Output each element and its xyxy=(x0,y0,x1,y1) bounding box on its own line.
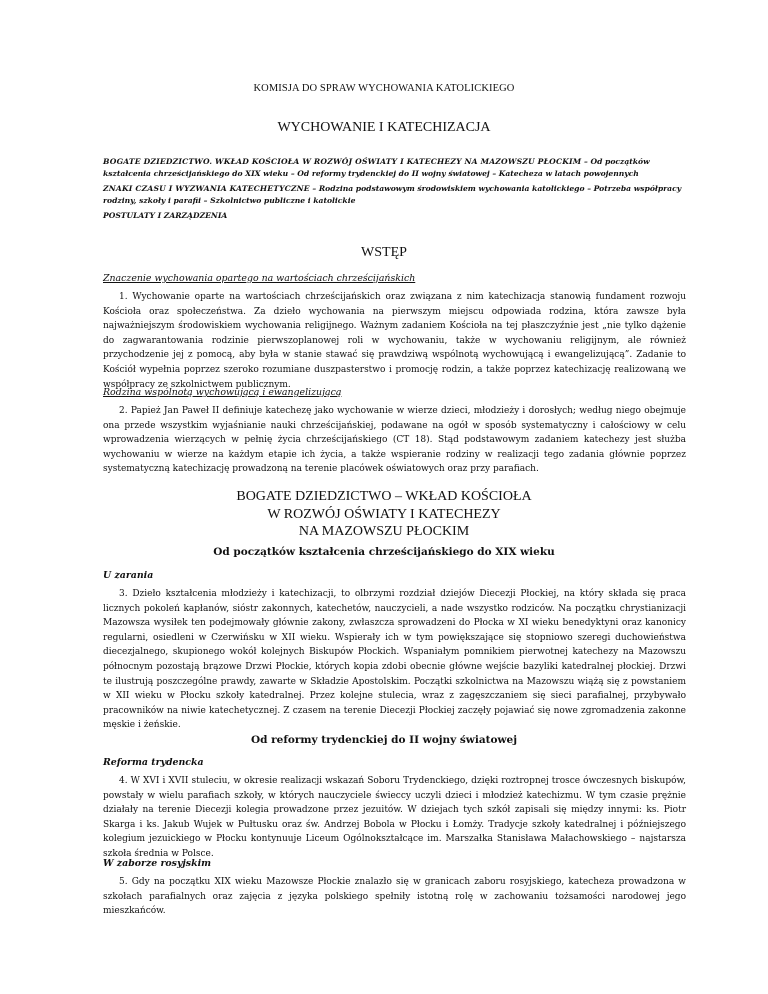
paragraph-2: 2. Papież Jan Paweł II definiuje katechezę jako wychowanie w wierze dzieci, młodzieży i dorosłych; według niego obejmuje ona przede wszystkim wyjaśnianie nauki chrześcijańskiej, podawane na ogół w sposób systematyczny i całościowy w celu wprowadzenia wierzących w pełnię życia chrześcijańskiego (CT 18). Stąd podstawowym zadaniem katechezy jest służba wychowaniu w wierze na każdym etapie ich życia, a także wspieranie rodziny w realizacji tego zadania głównie poprzez systematyczną katechizację prowadzoną na terenie placówek oświatowych oraz przy parafiach. xyxy=(103,406,686,475)
toc-line-3: POSTULATY I ZARZĄDZENIA xyxy=(103,211,228,220)
toc-line-2 xyxy=(103,183,686,207)
paragraph-5: 5. Gdy na początku XIX wieku Mazowsze Płockie znalazło się w granicach zaboru rosyjskiego, katecheza prowadzona w szkołach parafialnych oraz zajęcia z języka polskiego spełniły istotną rolę w zachowaniu tożsamości narodowej jego mieszkańców. xyxy=(103,877,686,917)
paragraph-1: 1. Wychowanie oparte na wartościach chrześcijańskich oraz związana z nim katechizacja stanowią fundament rozwoju Kościoła oraz społeczeństwa. Za dzieło wychowania na pierwszym miejscu odpowiada rodzina, która zawsze była najważniejszym środowiskiem wychowania religijnego. Ważnym zadaniem Kościoła na tej płaszczyźnie jest „nie tylko dążenie do zagwarantowania rodzinie pierwszoplanowej roli w wychowaniu, także w wychowaniu religijnym, ale również przychodzenie jej z pomocą, aby była w stanie stawać się prawdziwą wspólnotą wychowującą i ewangelizującą”. Zadanie to Kościół wypełnia poprzez szeroko rozumiane duszpasterstwo i promocję rodzin, a także poprzez katechizację realizowaną we współpracy ze szkolnictwem publicznym. xyxy=(103,292,686,390)
toc-line-1-rest: – Od początków kształcenia chrześcijańskiego do XIX wieku – Od reformy trydenckiej do II wojny światowej – Katecheza w latach powojennych xyxy=(103,157,650,178)
heritage-heading-line-2: W ROZWÓJ OŚWIATY I KATECHEZY xyxy=(267,506,501,522)
toc-line-1 xyxy=(103,156,686,180)
subheading-family: Rodzina wspólnotą wychowującą i ewangelizującą xyxy=(103,387,342,398)
commission-header: KOMISJA DO SPRAW WYCHOWANIA KATOLICKIEGO xyxy=(253,83,515,94)
subheading-trent-to-ww2: Od reformy trydenckiej do II wojny światowej xyxy=(250,734,518,746)
paragraph-3: 3. Dzieło kształcenia młodzieży i katechizacji, to olbrzymi rozdział dziejów Diecezji Płockiej, na który składa się praca licznych pokoleń kapłanów, sióstr zakonnych, katechetów, nauczycieli, a nade wszystko rodziców. Na początku chrystianizacji Mazowsza wysiłek ten podejmowały głównie zakony, zwłaszcza sprowadzeni do Płocka w XI wieku benedyktyni oraz kanonicy regularni, osiedleni w Czerwińsku w XII wieku. Wspierały ich w tym powiększające się stopniowo szeregi duchowieństwa diecezjalnego, skupionego wokół kolejnych Biskupów Płockich. Wspaniałym pomnikiem pierwotnej katechezy na Mazowszu północnym pozostają brązowe Drzwi Płockie, których kopia zdobi obecnie główne wejście bazyliki katedralnej płockiej. Drzwi te ilustrują poszczególne prawdy, zawarte w Składzie Apostolskim. Początki szkolnictwa na Mazowszu wiążą się z powstaniem w XII wieku w Płocku szkoły katedralnej. Przez kolejne stulecia, wraz z zagęszczaniem się sieci parafialnej, przybywało pracowników na niwie katechetycznej. Z czasem na terenie Diecezji Płockiej zaczęły pojawiać się nowe zgromadzenia zakonne męskie i żeńskie. xyxy=(103,589,686,731)
toc-line-2-caps: ZNAKI CZASU I WYZWANIA KATECHETYCZNE xyxy=(103,184,310,193)
heritage-heading xyxy=(0,488,768,541)
heritage-heading-line-3: NA MAZOWSZU PŁOCKIM xyxy=(298,524,470,539)
subheading-dawn: U zarania xyxy=(103,570,154,581)
subheading-values: Znaczenie wychowania opartego na wartościach chrześcijańskich xyxy=(103,273,416,284)
document-title: WYCHOWANIE I KATECHIZACJA xyxy=(277,120,491,135)
paragraph-4: 4. W XVI i XVII stuleciu, w okresie realizacji wskazań Soboru Trydenckiego, dzięki roztropnej trosce ówczesnych biskupów, powstały w wielu parafiach szkoły, w których nauczyciele świeccy uczyli dzieci i młodzież katechizmu. W tym czasie prężnie działały na terenie Diecezji kolegia prowadzone przez jezuitów. W dziejach tych szkół zapisali się między innymi: ks. Piotr Skarga i ks. Jakub Wujek w Pułtusku oraz św. Andrzej Bobola w Płocku i Łomży. Tradycje szkoły katedralnej i późniejszego kolegium jezuickiego w Płocku kontynuuje Liceum Ogólnokształcące im. Marszałka Stanisława Małachowskiego – najstarsza szkoła średnia w Polsce. xyxy=(103,776,686,859)
heritage-heading-line-1: BOGATE DZIEDZICTWO – WKŁAD KOŚCIOŁA xyxy=(236,489,532,504)
subheading-trent-reform: Reforma trydencka xyxy=(103,757,204,768)
toc-line-1-caps: BOGATE DZIEDZICTWO. WKŁAD KOŚCIOŁA W ROZWÓJ OŚWIATY I KATECHEZY NA MAZOWSZU PŁOCKIM xyxy=(103,157,582,166)
toc-line-2-rest: – Rodzina podstawowym środowiskiem wychowania katolickiego – Potrzeba współpracy rodziny, szkoły i parafii – Szkolnictwo publiczne i katolickie xyxy=(103,184,682,205)
section-intro-heading: WSTĘP xyxy=(361,245,407,260)
subheading-russian-partition: W zaborze rosyjskim xyxy=(103,858,212,869)
subheading-beginnings: Od początków kształcenia chrześcijańskiego do XIX wieku xyxy=(213,546,555,558)
